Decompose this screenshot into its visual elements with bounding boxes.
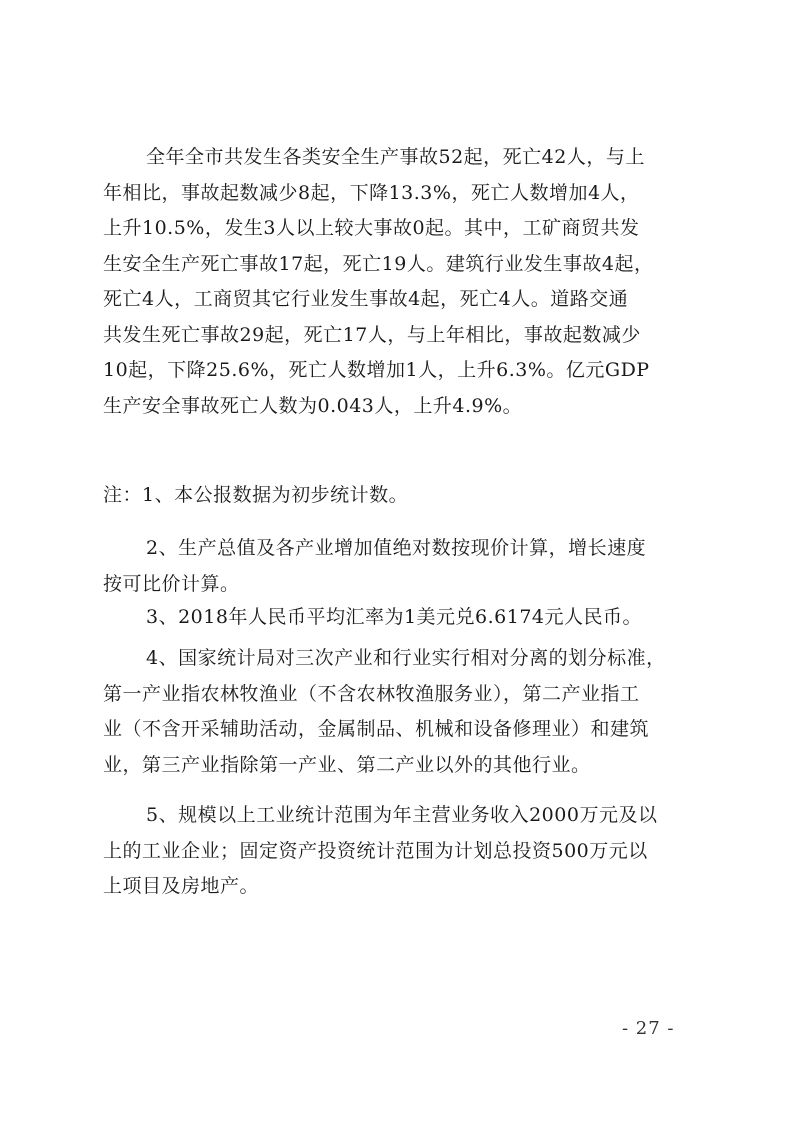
note-line: 业，第三产业指除第一产业、第二产业以外的其他行业。 [103,753,591,776]
paragraph-line: 上升10.5%，发生3人以上较大事故0起。其中，工矿商贸共发 [103,217,640,239]
paragraph-line: 10起，下降25.6%，死亡人数增加1人，上升6.3%。亿元GDP [103,359,650,381]
note-line: 第一产业指农林牧渔业（不含农林牧渔服务业），第二产业指工 [103,682,640,705]
note-line: 注：1、本公报数据为初步统计数。 [103,484,409,506]
note-line: 3、2018年人民币平均汇率为1美元兑6.6174元人民币。 [146,606,643,628]
note-3 [103,600,693,636]
paragraph-line: 年相比，事故起数减少8起，下降13.3%，死亡人数增加4人， [103,181,640,204]
note-4 [103,641,693,783]
note-line: 上的工业企业；固定资产投资统计范围为计划总投资500万元以 [103,839,648,862]
paragraph-line: 生安全生产死亡事故17起，死亡19人。建筑行业发生事故4起， [103,252,654,275]
paragraph-line: 生产安全事故死亡人数为0.043人，上升4.9%。 [103,394,523,417]
note-line: 2、生产总值及各产业增加值绝对数按现价计算，增长速度 [146,537,647,559]
paragraph-line: 全年全市共发生各类安全生产事故52起，死亡42人，与上 [146,146,645,168]
safety-accident-paragraph [103,140,693,424]
page-number: - 27 - [622,1018,675,1039]
note-line: 5、规模以上工业统计范围为年主营业务收入2000万元及以 [146,804,658,826]
note-2 [103,531,693,602]
note-line: 4、国家统计局对三次产业和行业实行相对分离的划分标准， [146,647,666,669]
paragraph-line: 共发生死亡事故29起，死亡17人，与上年相比，事故起数减少 [103,323,641,346]
paragraph-line: 死亡4人，工商贸其它行业发生事故4起，死亡4人。道路交通 [103,288,629,310]
note-line: 业（不含开采辅助活动，金属制品、机械和设备修理业）和建筑 [103,718,650,740]
note-line: 上项目及房地产。 [103,875,260,897]
note-5 [103,798,693,905]
note-line: 按可比价计算。 [103,572,240,595]
note-1 [103,478,693,514]
